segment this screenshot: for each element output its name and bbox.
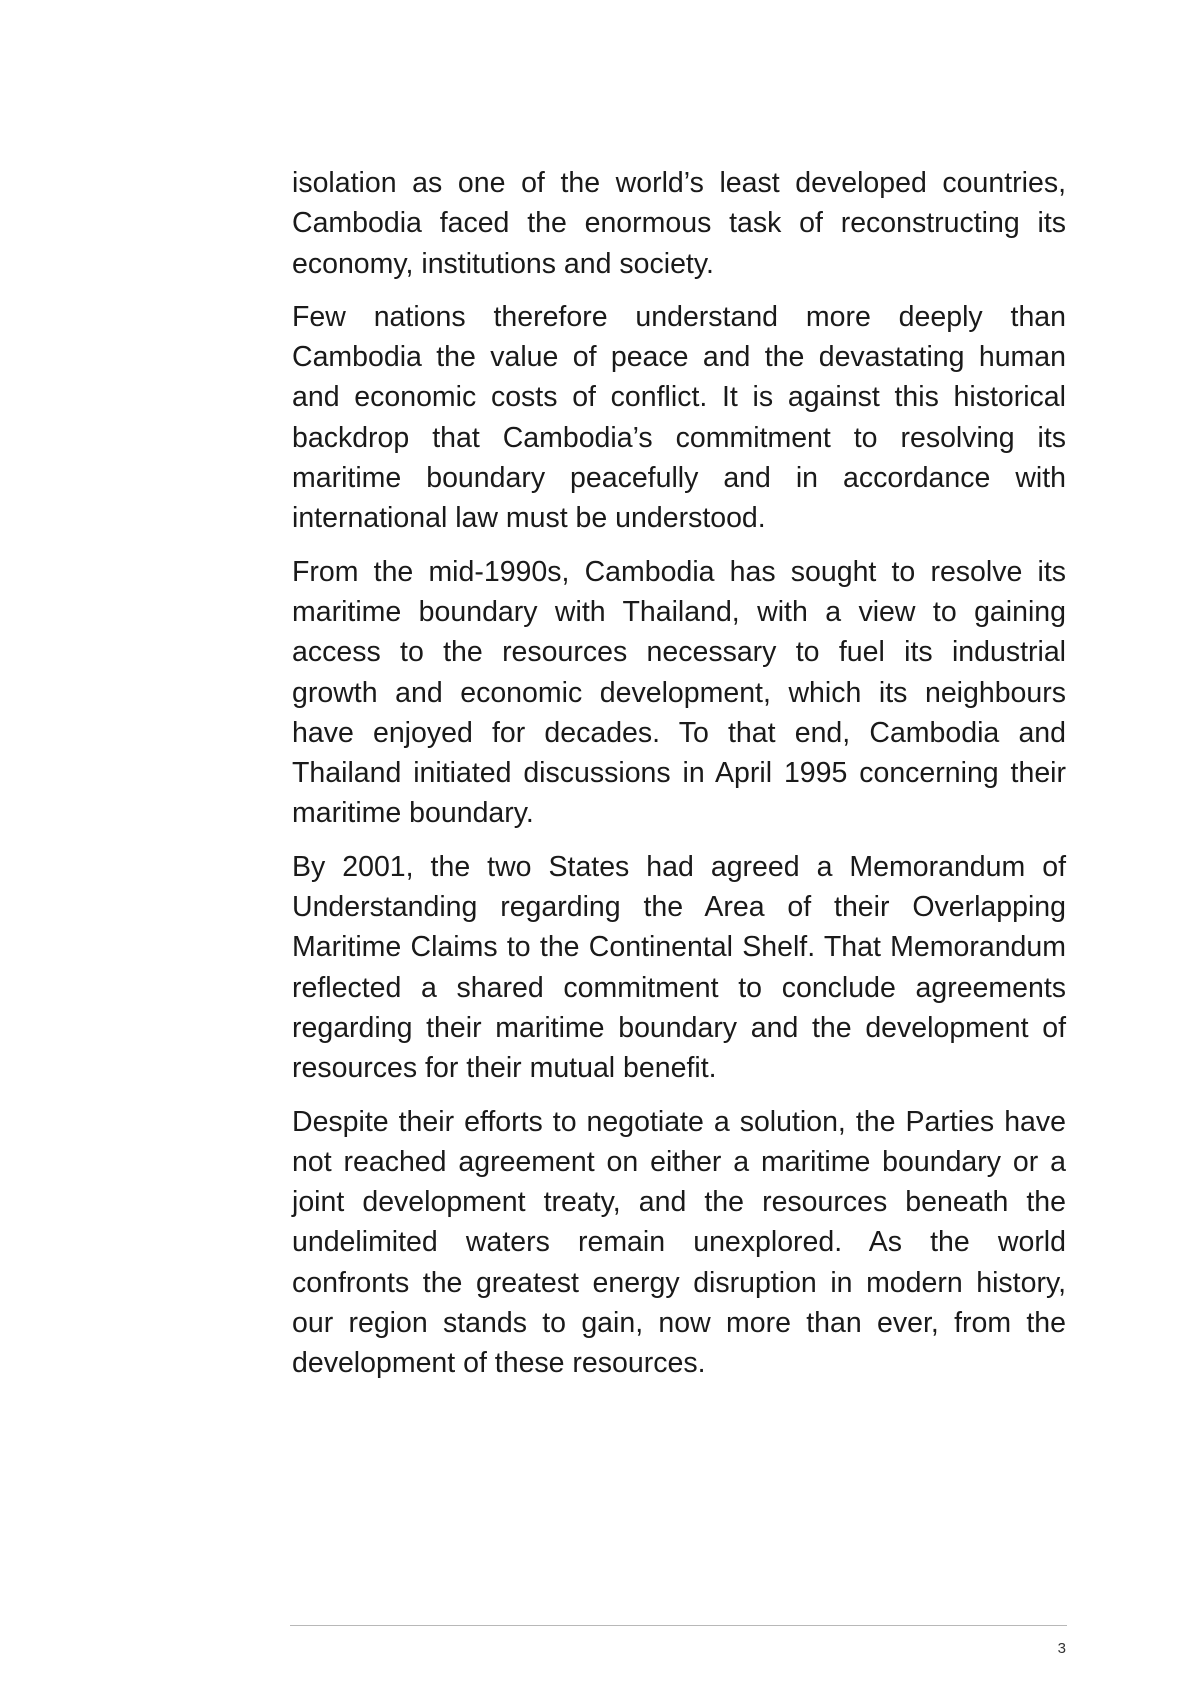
page-number: 3 <box>1057 1640 1066 1657</box>
paragraph-3: From the mid-1990s, Cambodia has sought to resolve its maritime boundary with Thailand, with a view to gaining access to the resources necessary to fuel its industrial growth and economic development, which its neighbours have enjoyed for decades. To that end, Cambodia and Thailand initiated discussions in April 1995 concerning their maritime boundary. <box>292 555 1066 830</box>
footer-divider <box>290 1625 1067 1626</box>
paragraph-1: isolation as one of the world’s least developed countries, Cambodia faced the enormous task of reconstructing its economy, institutions and society. <box>292 167 1066 280</box>
paragraph-4: By 2001, the two States had agreed a Memorandum of Understanding regarding the Area of their Overlapping Maritime Claims to the Continental Shelf. That Memorandum reflected a shared commitment to conclude agreements regarding their maritime boundary and the development of resources for their mutual benefit. <box>292 850 1066 1085</box>
paragraph-2: Few nations therefore understand more deeply than Cambodia the value of peace and the devastating human and economic costs of conflict. It is against this historical backdrop that Cambodia’s commitment to resolving its maritime boundary peacefully and in accordance with international law must be understood. <box>292 300 1066 535</box>
body-text <box>292 163 1066 1397</box>
paragraph-5: Despite their efforts to negotiate a solution, the Parties have not reached agreement on either a maritime boundary or a joint development treaty, and the resources beneath the undelimited waters remain unexplored. As the world confronts the greatest energy disruption in modern history, our region stands to gain, now more than ever, from the development of these resources. <box>292 1105 1066 1380</box>
